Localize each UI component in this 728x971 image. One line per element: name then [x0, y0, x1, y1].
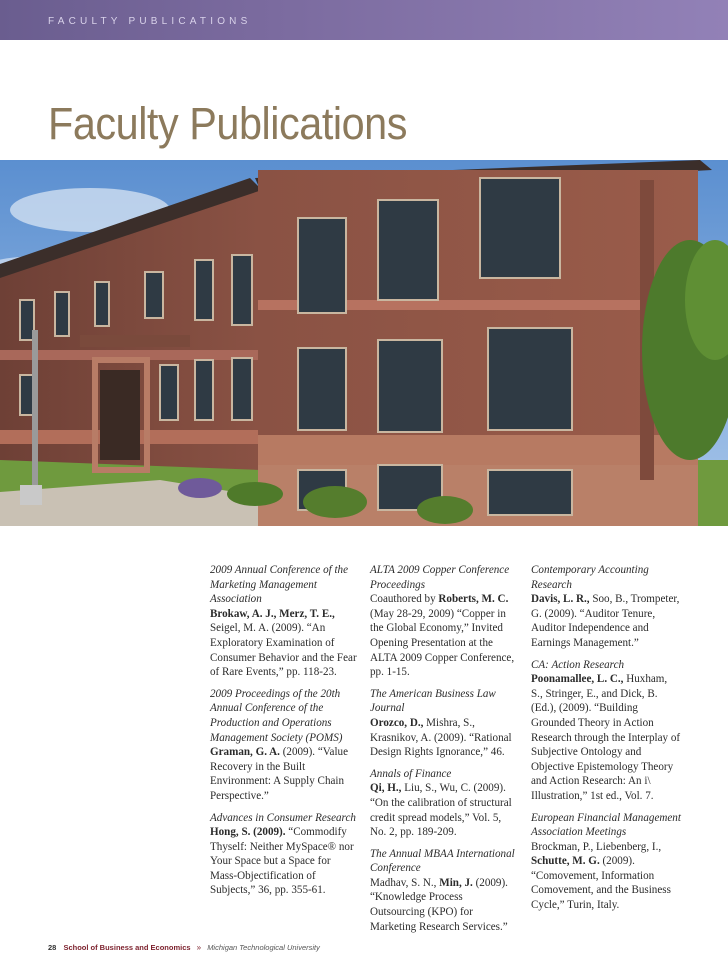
citation-detail: Soo, B., Trompeter, G. (2009). “Auditor Tenure, Auditor Independence and Earnings Management.”: [531, 593, 680, 649]
venue-title: The Annual MBAA International Conference: [370, 847, 515, 875]
author-names: Davis, L. R.,: [531, 593, 590, 606]
citation-text: [370, 781, 518, 839]
citation-prefix: Coauthored by: [370, 593, 439, 606]
author-names: Hong, S. (2009).: [210, 826, 286, 839]
citation-text: [210, 607, 360, 680]
citation-column-1: [210, 563, 360, 905]
citation-prefix: Madhav, S. N.,: [370, 876, 440, 889]
citation-detail: Mishra, S., Krasnikov, A. (2009). “Rational Design Rights Ignorance,” 46.: [370, 716, 512, 759]
citation-entry: [531, 563, 681, 651]
author-names: Roberts, M. C.: [438, 593, 509, 606]
citation-text: [210, 825, 360, 898]
author-names: Poonamallee, L. C.,: [531, 673, 624, 686]
author-names: Orozco, D.,: [370, 716, 424, 729]
page-number: 28: [48, 943, 57, 952]
citation-column-3: [531, 563, 681, 920]
footer-separator: »: [196, 943, 202, 952]
citation-detail: (2009). “Comovement, Information Comovement, and the Business Cycle,” Turin, Italy.: [531, 855, 671, 912]
citation-detail: (May 28-29, 2009) “Copper in the Global Economy,” Invited Opening Presentation at the ALTA 2009 Copper Conference, pp. 1-15.: [370, 607, 515, 679]
university-name: Michigan Technological University: [207, 943, 320, 952]
citation-entry: [370, 767, 518, 840]
header-banner: [0, 0, 728, 40]
citation-text: [370, 716, 518, 760]
author-names: Graman, G. A.: [210, 746, 280, 759]
page-footer: [48, 943, 320, 952]
section-label: FACULTY PUBLICATIONS: [48, 16, 252, 27]
venue-title: The American Business Law Journal: [370, 687, 496, 715]
citation-detail: (2009). “Knowledge Process Outsourcing (KPO) for Marketing Research Services.”: [370, 876, 508, 933]
citation-detail: (2009). “Value Recovery in the Built Environment: A Supply Chain Perspective.”: [210, 746, 349, 802]
citation-entry: [531, 811, 681, 913]
citation-entry: [210, 563, 360, 680]
venue-title: Advances in Consumer Research: [210, 811, 356, 824]
citation-entry: [531, 658, 681, 804]
venue-title: 2009 Annual Conference of the Marketing Management Association: [210, 564, 349, 606]
citation-detail: Seigel, M. A. (2009). “An Exploratory Examination of Consumer Behavior and the Fear of Rare Events,” pp. 118-23.: [210, 622, 357, 679]
venue-title: Annals of Finance: [370, 767, 452, 780]
author-names: Brokaw, A. J., Merz, T. E.,: [210, 607, 335, 620]
citation-entry: [370, 563, 518, 680]
school-name: School of Business and Economics: [63, 943, 191, 952]
page-title: Faculty Publications: [48, 98, 407, 149]
citation-entry: [370, 847, 518, 935]
author-names: Qi, H.,: [370, 782, 402, 795]
citation-text: [531, 592, 681, 650]
citation-detail: Liu, S., Wu, C. (2009). “On the calibration of structural credit spread models,” Vol. 5, No. 2, pp. 189-209.: [370, 782, 512, 839]
citation-text: [370, 876, 518, 934]
venue-title: CA: Action Research: [531, 658, 625, 671]
citation-text: [531, 840, 681, 913]
citation-column-2: [370, 563, 518, 941]
citation-text: [210, 745, 360, 803]
citation-detail: Huxham, S., Stringer, E., and Dick, B. (Ed.), (2009). “Building Grounded Theory in Action Research through the Interplay of Subjective Ontology and Objective Epistemology Theory and Action Research: An i\ Illustration,” 1st ed., Vol. 7.: [531, 673, 681, 802]
citation-entry: [210, 687, 360, 804]
building-photo: [0, 160, 728, 526]
author-names: Schutte, M. G.: [531, 855, 600, 868]
citation-text: [531, 672, 681, 803]
venue-title: 2009 Proceedings of the 20th Annual Conference of the Production and Operations Management Society (POMS): [210, 687, 343, 744]
venue-title: ALTA 2009 Copper Conference Proceedings: [370, 564, 510, 591]
citation-text: [370, 592, 518, 680]
citation-detail: “Commodify Thyself: Neither MySpace® nor Your Space but a Space for Mass-Objectification of Subjects,” 36, pp. 355-61.: [210, 826, 354, 897]
author-names: Min, J.: [439, 876, 473, 889]
venue-title: Contemporary Accounting Research: [531, 564, 649, 591]
citation-entry: [210, 811, 360, 899]
citation-entry: [370, 687, 518, 760]
citation-prefix: Brockman, P., Liebenberg, I.,: [531, 840, 662, 853]
venue-title: European Financial Management Association Meetings: [531, 811, 681, 839]
